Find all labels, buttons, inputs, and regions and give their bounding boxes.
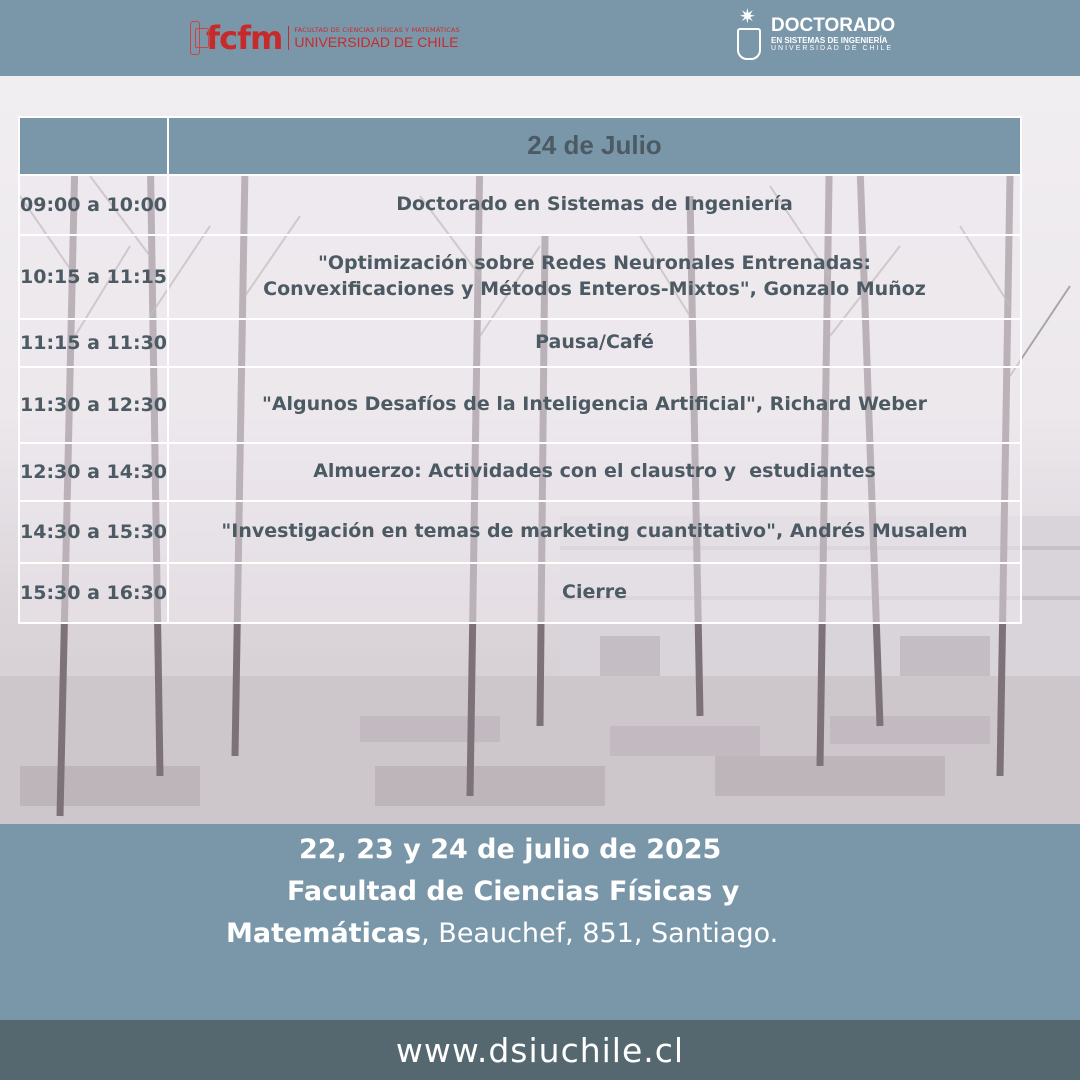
venue-address: , Beauchef, 851, Santiago. [421,918,779,949]
activity-cell: Doctorado en Sistemas de Ingeniería [396,193,793,216]
activity-cell: Cierre [562,581,627,604]
event-dates: 22, 23 y 24 de julio de 2025 [299,834,722,865]
activity-cell: Pausa/Café [535,331,654,354]
header-time-cell [20,118,169,174]
website-link[interactable]: www.dsiuchile.cl [395,1030,685,1070]
date-header: 24 de Julio [169,118,1020,174]
fcfm-mark: fcfm [206,19,283,57]
website-footer [0,1020,1080,1080]
activity-cell: "Optimización sobre Redes Neuronales Entrenadas: Convexificaciones y Métodos Enteros-Mixtos", Gonzalo Muñoz [263,252,926,300]
doctorado-text [771,16,895,52]
table-row [18,368,1022,444]
doctorado-title: DOCTORADO [771,15,896,37]
table-row [18,176,1022,236]
doctorado-subtitle: EN SISTEMAS DE INGENIERÍA [771,35,888,45]
header-band [0,0,1080,76]
venue-bold: Matemáticas [226,918,422,949]
schedule-header-row [18,116,1022,176]
schedule-table [18,116,1022,624]
activity-cell: Almuerzo: Actividades con el claustro y estudiantes [313,460,876,483]
doctorado-logo [735,5,910,63]
time-cell: 14:30 a 15:30 [20,502,169,562]
table-row [18,320,1022,368]
table-row [18,236,1022,320]
time-cell: 11:15 a 11:30 [20,320,169,366]
activity-cell: "Algunos Desafíos de la Inteligencia Artificial", Richard Weber [261,393,928,416]
fcfm-text [288,26,460,50]
table-row [18,502,1022,564]
fcfm-university-text: UNIVERSIDAD DE CHILE [294,34,459,50]
fcfm-logo [190,14,460,62]
event-info-band [0,824,1080,1020]
university-seal-icon [190,21,200,55]
time-cell: 11:30 a 12:30 [20,368,169,442]
venue-line-2 [226,918,778,949]
fcfm-faculty-text: FACULTAD DE CIENCIAS FÍSICAS Y MATEMÁTICAS [294,26,460,34]
table-row [18,444,1022,502]
time-cell: 15:30 a 16:30 [20,564,169,622]
table-row [18,564,1022,624]
activity-cell: "Investigación en temas de marketing cuantitativo", Andrés Musalem [221,520,968,543]
crest-icon: ✷ [735,6,763,62]
time-cell: 12:30 a 14:30 [20,444,169,500]
venue-line-1: Facultad de Ciencias Físicas y [287,876,740,907]
time-cell: 09:00 a 10:00 [20,176,169,234]
time-cell: 10:15 a 11:15 [20,236,169,318]
doctorado-university: UNIVERSIDAD DE CHILE [771,44,894,52]
